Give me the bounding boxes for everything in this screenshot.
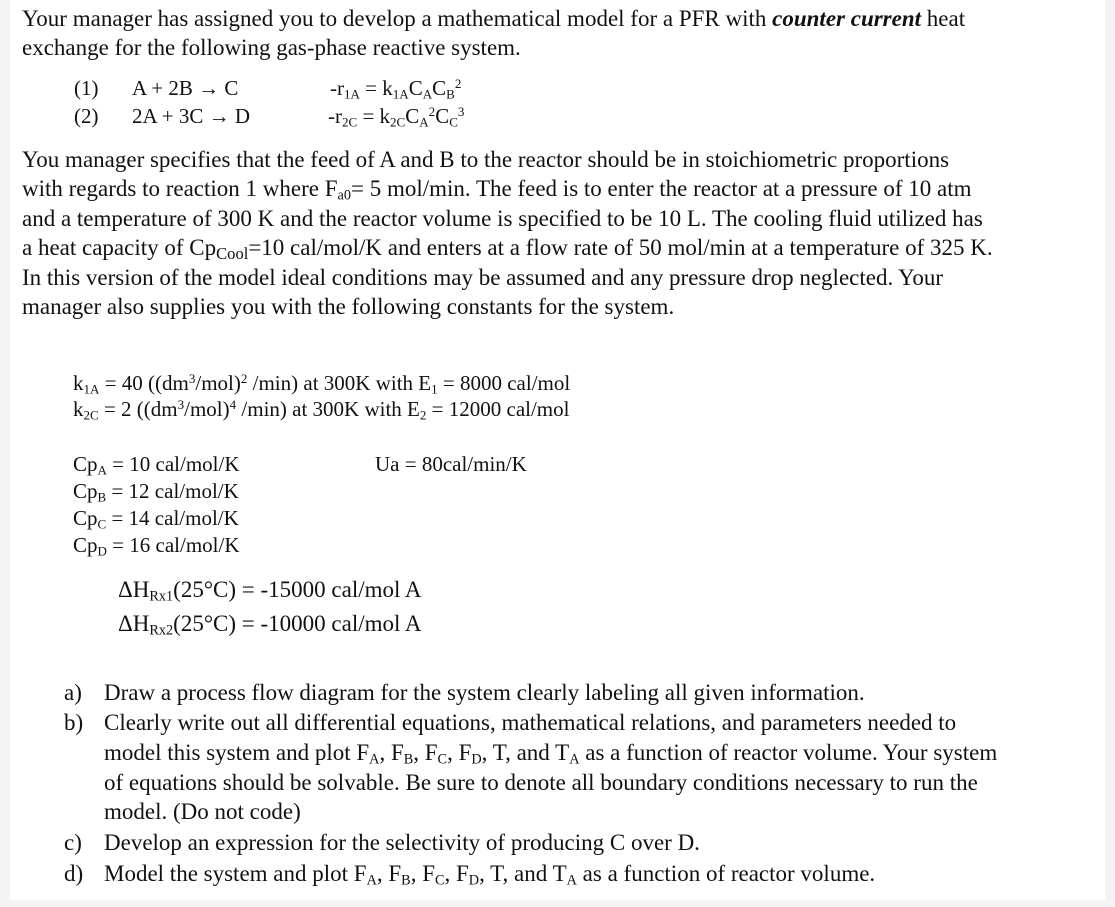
question-c-text: Develop an expression for the selectivity of producing C over D. bbox=[104, 830, 700, 855]
reaction-1-equation: A + 2B → C bbox=[132, 76, 239, 100]
constant-k2c: $k_{2C} = 2$ ($(dm^3/mol)^4$ /min) at 300K with $E_2 = 12000$ cal/mol bbox=[73, 396, 570, 423]
question-d-text: Model the system and plot $F_A$, $F_B$, $F_C$, $F_D$, T, and $T_A$ as a function of reactor volume. bbox=[104, 861, 876, 889]
question-a-label: a) bbox=[64, 680, 82, 705]
constant-cp-a: $Cp_A = 10$ cal/mol/K bbox=[73, 452, 240, 478]
question-b-line-4: model. (Do not code) bbox=[104, 799, 301, 824]
constant-cp-d: $Cp_D = 16$ cal/mol/K bbox=[73, 533, 240, 559]
constant-dh-rx1: $\Delta H_{Rx1}(25^\circ C) = -15000$ cal/mol A bbox=[118, 577, 422, 605]
intro-line-1: Your manager has assigned you to develop a mathematical model for a PFR with counter current heat bbox=[22, 6, 966, 31]
paragraph-line-3: and a temperature of 300 K and the reactor volume is specified to be 10 L. The cooling fluid utilized has bbox=[22, 206, 983, 231]
question-b-label: b) bbox=[64, 710, 84, 735]
constant-dh-rx2: $\Delta H_{Rx2}(25^\circ C) = -10000$ cal/mol A bbox=[118, 611, 422, 639]
paragraph-line-5: In this version of the model ideal conditions may be assumed and any pressure drop neglected. Your bbox=[22, 265, 944, 290]
reaction-2-rate-law: $-r_{2C} = k_{2C}C_A^2C_C^3$ bbox=[328, 103, 465, 130]
question-b-line-2: model this system and plot $F_A$, $F_B$, $F_C$, $F_D$, T, and $T_A$ as a function of reactor volume. Your system bbox=[104, 740, 998, 768]
problem-document bbox=[10, 0, 1105, 900]
reaction-2-number: (2) bbox=[74, 104, 99, 128]
paragraph-line-6: manager also supplies you with the following constants for the system. bbox=[22, 294, 675, 319]
reaction-1-rate-law: $-r_{1A} = k_{1A}C_AC_B^2$ bbox=[330, 75, 462, 102]
paragraph-line-2: with regards to reaction 1 where $F_{a0}= 5$ mol/min. The feed is to enter the reactor at a pressure of 10 atm bbox=[22, 176, 972, 204]
paragraph-line-4: a heat capacity of $Cp_{Cool}=10$ cal/mol/K and enters at a flow rate of 50 mol/min at a temperature of 325 K. bbox=[22, 235, 993, 264]
question-b-line-3: of equations should be solvable. Be sure to denote all boundary conditions necessary to run the bbox=[104, 770, 978, 795]
question-a-text: Draw a process flow diagram for the system clearly labeling all given information. bbox=[104, 680, 865, 705]
reaction-1-number: (1) bbox=[74, 76, 99, 100]
reaction-2-equation: 2A + 3C → D bbox=[132, 104, 251, 128]
question-d-label: d) bbox=[64, 861, 84, 886]
constant-k1a: $k_{1A} = 40$ ($(dm^3/mol)^2$ /min) at 300K with $E_1 = 8000$ cal/mol bbox=[73, 370, 571, 397]
question-c-label: c) bbox=[64, 830, 82, 855]
constant-cp-c: $Cp_C = 14$ cal/mol/K bbox=[73, 506, 239, 532]
intro-line-2: exchange for the following gas-phase reactive system. bbox=[22, 35, 521, 60]
question-b-line-1: Clearly write out all differential equations, mathematical relations, and parameters needed to bbox=[104, 710, 957, 735]
constant-cp-b: $Cp_B = 12$ cal/mol/K bbox=[73, 479, 239, 505]
paragraph-line-1: You manager specifies that the feed of A and B to the reactor should be in stoichiometric proportions bbox=[22, 147, 950, 172]
constant-ua: Ua = 80cal/min/K bbox=[375, 452, 527, 476]
